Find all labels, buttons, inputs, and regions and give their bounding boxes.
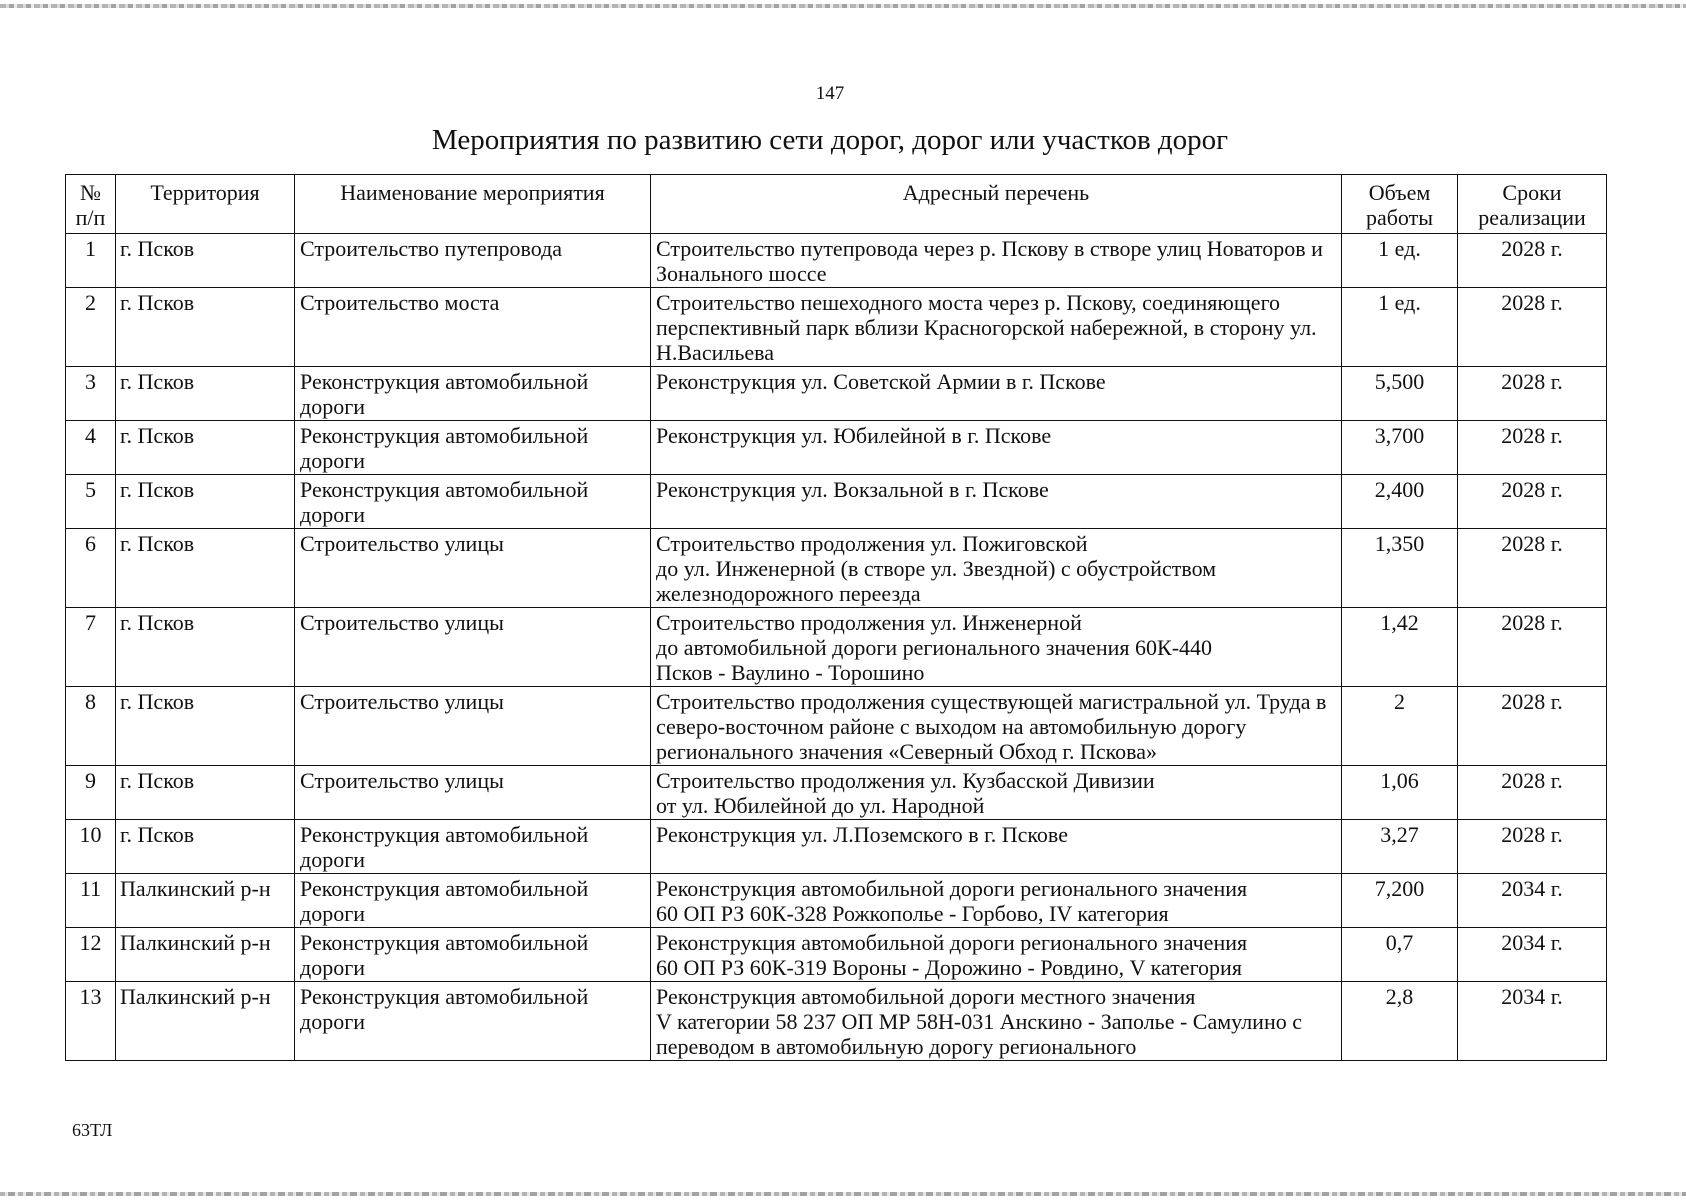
table-row (66, 820, 1607, 874)
table-body (66, 234, 1607, 1061)
scan-edge-top (0, 4, 1686, 8)
row-event-cell: Реконструкция автомобильной дороги (295, 982, 651, 1061)
row-territory-cell: г. Псков (116, 820, 295, 874)
row-num-cell: 8 (66, 687, 116, 766)
table-row (66, 367, 1607, 421)
row-address-cell: Реконструкция ул. Юбилейной в г. Пскове (651, 421, 1342, 475)
row-term-cell: 2028 г. (1458, 687, 1607, 766)
table-row (66, 982, 1607, 1061)
row-event-cell: Реконструкция автомобильной дороги (295, 874, 651, 928)
row-territory-cell: г. Псков (116, 687, 295, 766)
row-volume-cell: 1 ед. (1342, 288, 1458, 367)
row-volume-cell: 1 ед. (1342, 234, 1458, 288)
row-num-cell: 11 (66, 874, 116, 928)
row-term-cell: 2028 г. (1458, 529, 1607, 608)
row-num-cell: 12 (66, 928, 116, 982)
row-event-cell: Строительство улицы (295, 766, 651, 820)
row-address-cell: Реконструкция автомобильной дороги регионального значения 60 ОП РЗ 60К-319 Вороны - Дорожино - Ровдино, V категория (651, 928, 1342, 982)
row-term-cell: 2028 г. (1458, 820, 1607, 874)
table-row (66, 687, 1607, 766)
row-address-cell: Реконструкция автомобильной дороги местного значения V категории 58 237 ОП МР 58Н-031 Анскино - Заполье - Самулино с переводом в автомобильную дорогу регионального (651, 982, 1342, 1061)
table-row (66, 766, 1607, 820)
row-term-cell: 2028 г. (1458, 475, 1607, 529)
row-territory-cell: г. Псков (116, 421, 295, 475)
row-territory-cell: г. Псков (116, 608, 295, 687)
row-territory-cell: Палкинский р-н (116, 982, 295, 1061)
row-volume-cell: 7,200 (1342, 874, 1458, 928)
row-address-cell: Строительство продолжения ул. Кузбасской Дивизии от ул. Юбилейной до ул. Народной (651, 766, 1342, 820)
table-row (66, 608, 1607, 687)
row-term-cell: 2034 г. (1458, 874, 1607, 928)
header-territory: Территория (116, 175, 295, 234)
row-event-cell: Строительство улицы (295, 529, 651, 608)
header-address: Адресный перечень (651, 175, 1342, 234)
table-row (66, 421, 1607, 475)
row-num-cell: 6 (66, 529, 116, 608)
header-num: № п/п (66, 175, 116, 234)
row-num-cell: 3 (66, 367, 116, 421)
page-title: Мероприятия по развитию сети дорог, дорог или участков дорог (431, 124, 1229, 156)
row-num-cell: 7 (66, 608, 116, 687)
row-term-cell: 2034 г. (1458, 928, 1607, 982)
table-row (66, 234, 1607, 288)
row-volume-cell: 2 (1342, 687, 1458, 766)
row-event-cell: Реконструкция автомобильной дороги (295, 421, 651, 475)
row-territory-cell: г. Псков (116, 234, 295, 288)
row-address-cell: Строительство путепровода через р. Пскову в створе улиц Новаторов и Зонального шоссе (651, 234, 1342, 288)
roads-table (65, 174, 1607, 1061)
table-header-row (66, 175, 1607, 234)
row-term-cell: 2028 г. (1458, 608, 1607, 687)
row-num-cell: 1 (66, 234, 116, 288)
row-term-cell: 2028 г. (1458, 288, 1607, 367)
row-territory-cell: г. Псков (116, 475, 295, 529)
row-num-cell: 10 (66, 820, 116, 874)
table-row (66, 475, 1607, 529)
row-term-cell: 2028 г. (1458, 234, 1607, 288)
row-event-cell: Строительство моста (295, 288, 651, 367)
row-address-cell: Строительство продолжения ул. Инженерной до автомобильной дороги регионального значения 60К-440 Псков - Ваулино - Торошино (651, 608, 1342, 687)
row-event-cell: Строительство улицы (295, 687, 651, 766)
row-num-cell: 9 (66, 766, 116, 820)
header-volume: Объем работы (1342, 175, 1458, 234)
row-address-cell: Реконструкция ул. Советской Армии в г. Пскове (651, 367, 1342, 421)
row-num-cell: 5 (66, 475, 116, 529)
row-event-cell: Реконструкция автомобильной дороги (295, 928, 651, 982)
row-volume-cell: 1,42 (1342, 608, 1458, 687)
row-volume-cell: 0,7 (1342, 928, 1458, 982)
row-territory-cell: г. Псков (116, 766, 295, 820)
row-event-cell: Реконструкция автомобильной дороги (295, 475, 651, 529)
row-volume-cell: 5,500 (1342, 367, 1458, 421)
row-term-cell: 2028 г. (1458, 367, 1607, 421)
row-territory-cell: г. Псков (116, 529, 295, 608)
row-territory-cell: г. Псков (116, 288, 295, 367)
row-address-cell: Реконструкция автомобильной дороги регионального значения 60 ОП РЗ 60К-328 Рожкополье - Горбово, IV категория (651, 874, 1342, 928)
row-territory-cell: Палкинский р-н (116, 928, 295, 982)
scan-edge-bottom (0, 1192, 1686, 1196)
row-volume-cell: 2,400 (1342, 475, 1458, 529)
row-volume-cell: 1,350 (1342, 529, 1458, 608)
row-volume-cell: 1,06 (1342, 766, 1458, 820)
header-term: Сроки реализации (1458, 175, 1607, 234)
row-territory-cell: г. Псков (116, 367, 295, 421)
row-volume-cell: 3,27 (1342, 820, 1458, 874)
row-address-cell: Реконструкция ул. Вокзальной в г. Пскове (651, 475, 1342, 529)
row-term-cell: 2034 г. (1458, 982, 1607, 1061)
row-volume-cell: 3,700 (1342, 421, 1458, 475)
row-volume-cell: 2,8 (1342, 982, 1458, 1061)
table-row (66, 928, 1607, 982)
row-num-cell: 4 (66, 421, 116, 475)
row-address-cell: Строительство пешеходного моста через р. Пскову, соединяющего перспективный парк вблизи Красногорской набережной, в сторону ул. Н.Васильева (651, 288, 1342, 367)
row-event-cell: Реконструкция автомобильной дороги (295, 367, 651, 421)
row-event-cell: Реконструкция автомобильной дороги (295, 820, 651, 874)
header-event: Наименование мероприятия (295, 175, 651, 234)
row-address-cell: Реконструкция ул. Л.Поземского в г. Пскове (651, 820, 1342, 874)
table-row (66, 288, 1607, 367)
footer-code: 63ТЛ (72, 1120, 113, 1140)
row-territory-cell: Палкинский р-н (116, 874, 295, 928)
row-term-cell: 2028 г. (1458, 766, 1607, 820)
table-row (66, 529, 1607, 608)
table-row (66, 874, 1607, 928)
row-num-cell: 2 (66, 288, 116, 367)
row-address-cell: Строительство продолжения существующей магистральной ул. Труда в северо-восточном районе с выходом на автомобильную дорогу регионального значения «Северный Обход г. Пскова» (651, 687, 1342, 766)
row-address-cell: Строительство продолжения ул. Пожиговской до ул. Инженерной (в створе ул. Звездной) с обустройством железнодорожного переезда (651, 529, 1342, 608)
row-event-cell: Строительство улицы (295, 608, 651, 687)
row-term-cell: 2028 г. (1458, 421, 1607, 475)
row-num-cell: 13 (66, 982, 116, 1061)
page-number: 147 (815, 83, 845, 104)
row-event-cell: Строительство путепровода (295, 234, 651, 288)
